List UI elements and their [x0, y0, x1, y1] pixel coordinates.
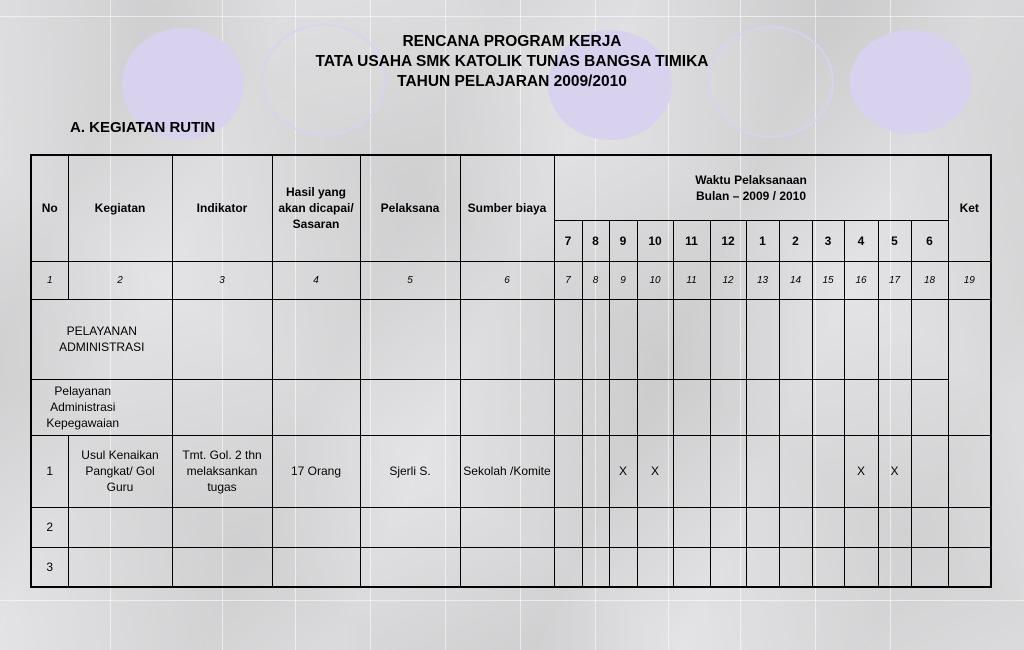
table-cell: [779, 547, 812, 587]
index-cell: 10: [637, 261, 673, 299]
group-row-pelayanan-administrasi: [31, 299, 991, 379]
index-cell: 4: [272, 261, 360, 299]
table-cell: [812, 299, 844, 379]
month-mark: [812, 435, 844, 507]
table-cell: [554, 299, 582, 379]
table-cell: [948, 547, 991, 587]
header-pelaksana: Pelaksana: [360, 155, 460, 261]
column-index-row: [31, 261, 991, 299]
table-cell: [172, 507, 272, 547]
table-cell: [172, 547, 272, 587]
month-header: 4: [844, 220, 878, 261]
table-cell: [844, 547, 878, 587]
header-sumber-biaya: Sumber biaya: [460, 155, 554, 261]
table-cell: [460, 379, 554, 435]
table-cell: [948, 507, 991, 547]
bg-line: [0, 600, 1024, 601]
row-hasil: 17 Orang: [272, 435, 360, 507]
table-cell: [582, 379, 609, 435]
row-no: 3: [31, 547, 68, 587]
table-cell: [710, 507, 746, 547]
table-cell: [460, 507, 554, 547]
table-cell: [911, 299, 948, 379]
table-cell: [673, 547, 710, 587]
month-header: 2: [779, 220, 812, 261]
table-cell: [460, 547, 554, 587]
table-cell: [609, 379, 637, 435]
row-ket: [948, 435, 991, 507]
table-cell: [582, 547, 609, 587]
header-waktu: [554, 155, 948, 220]
table-cell: [68, 507, 172, 547]
index-cell: 5: [360, 261, 460, 299]
month-header: 12: [710, 220, 746, 261]
table-cell: [68, 547, 172, 587]
index-cell: 16: [844, 261, 878, 299]
group-row-kepegawaian: [31, 379, 991, 435]
table-cell: [878, 507, 911, 547]
table-cell: [272, 379, 360, 435]
table-cell: [812, 547, 844, 587]
month-mark: [582, 435, 609, 507]
index-cell: 2: [68, 261, 172, 299]
table-cell: [746, 299, 779, 379]
table-cell: [779, 507, 812, 547]
month-mark: X: [637, 435, 673, 507]
row-no: 1: [31, 435, 68, 507]
table-cell: [746, 507, 779, 547]
table-cell: [779, 379, 812, 435]
table-cell: [710, 379, 746, 435]
month-mark: [554, 435, 582, 507]
table-cell: [673, 379, 710, 435]
table-cell: [844, 507, 878, 547]
table-cell: [911, 547, 948, 587]
index-cell: 1: [31, 261, 68, 299]
table-cell: [360, 507, 460, 547]
table-cell: [460, 299, 554, 379]
header-waktu-line2: Bulan – 2009 / 2010: [695, 188, 807, 203]
table-cell: [878, 299, 911, 379]
table-cell: [360, 379, 460, 435]
table-cell: [272, 507, 360, 547]
index-cell: 12: [710, 261, 746, 299]
row-kegiatan: Usul Kenaikan Pangkat/ Gol Guru: [68, 435, 172, 507]
month-mark: [779, 435, 812, 507]
month-mark: X: [609, 435, 637, 507]
table-cell: [673, 507, 710, 547]
table-cell: [812, 507, 844, 547]
table-cell: [637, 299, 673, 379]
table-cell: [878, 379, 911, 435]
table-cell: [172, 299, 272, 379]
group-label: Pelayanan Administrasi Kepegawaian: [31, 379, 172, 435]
month-mark: X: [844, 435, 878, 507]
title-line-3: TAHUN PELAJARAN 2009/2010: [397, 73, 627, 90]
month-mark: X: [878, 435, 911, 507]
table-cell: [554, 507, 582, 547]
table-cell: [272, 547, 360, 587]
table-cell: [637, 547, 673, 587]
row-pelaksana: Sjerli S.: [360, 435, 460, 507]
index-cell: 9: [609, 261, 637, 299]
month-header: 9: [609, 220, 637, 261]
index-cell: 17: [878, 261, 911, 299]
month-header: 5: [878, 220, 911, 261]
table-cell: [582, 299, 609, 379]
table-row: [31, 547, 991, 587]
table-cell: [582, 507, 609, 547]
table-cell: [360, 299, 460, 379]
header-waktu-line1: Waktu Pelaksanaan: [695, 172, 807, 187]
table-cell: [812, 379, 844, 435]
table-cell: [609, 507, 637, 547]
table-cell: [637, 507, 673, 547]
month-header: 6: [911, 220, 948, 261]
table-cell: [779, 299, 812, 379]
index-cell: 18: [911, 261, 948, 299]
table-row: [31, 507, 991, 547]
table-cell: [637, 379, 673, 435]
table-cell: [609, 547, 637, 587]
table-cell: [710, 299, 746, 379]
document-title: [0, 32, 1024, 92]
table-cell: [878, 547, 911, 587]
table-cell: [911, 507, 948, 547]
header-row: [31, 155, 991, 220]
row-sumber-biaya: Sekolah /Komite: [460, 435, 554, 507]
month-header: 11: [673, 220, 710, 261]
row-no: 2: [31, 507, 68, 547]
index-cell: 14: [779, 261, 812, 299]
month-mark: [911, 435, 948, 507]
index-cell: 13: [746, 261, 779, 299]
month-header: 1: [746, 220, 779, 261]
month-mark: [746, 435, 779, 507]
index-cell: 11: [673, 261, 710, 299]
month-header: 3: [812, 220, 844, 261]
header-indikator: Indikator: [172, 155, 272, 261]
table-cell: [609, 299, 637, 379]
index-cell: 3: [172, 261, 272, 299]
header-no: No: [31, 155, 68, 261]
month-header: 7: [554, 220, 582, 261]
index-cell: 19: [948, 261, 991, 299]
work-program-table: [30, 154, 992, 588]
index-cell: 15: [812, 261, 844, 299]
header-hasil: Hasil yang akan dicapai/ Sasaran: [272, 155, 360, 261]
header-ket: Ket: [948, 155, 991, 261]
table-cell: [673, 299, 710, 379]
table-cell: [710, 547, 746, 587]
title-line-1: RENCANA PROGRAM KERJA: [402, 33, 622, 50]
table-row: [31, 435, 991, 507]
index-cell: 6: [460, 261, 554, 299]
section-heading: A. KEGIATAN RUTIN: [70, 119, 216, 136]
table-cell: [272, 299, 360, 379]
month-mark: [673, 435, 710, 507]
index-cell: 8: [582, 261, 609, 299]
table-cell: [554, 547, 582, 587]
row-indikator: Tmt. Gol. 2 thn melaksankan tugas: [172, 435, 272, 507]
month-header: 10: [637, 220, 673, 261]
title-line-2: TATA USAHA SMK KATOLIK TUNAS BANGSA TIMIKA: [315, 53, 709, 70]
table-cell: [911, 379, 948, 435]
table-cell: [844, 299, 878, 379]
bg-line: [0, 16, 1024, 17]
group-label: PELAYANAN ADMINISTRASI: [31, 299, 172, 379]
table-cell: [746, 547, 779, 587]
month-header: 8: [582, 220, 609, 261]
index-cell: 7: [554, 261, 582, 299]
table-cell: [172, 379, 272, 435]
table-cell: [554, 379, 582, 435]
table-cell: [844, 379, 878, 435]
month-mark: [710, 435, 746, 507]
table-cell: [360, 547, 460, 587]
table-cell: [746, 379, 779, 435]
header-kegiatan: Kegiatan: [68, 155, 172, 261]
